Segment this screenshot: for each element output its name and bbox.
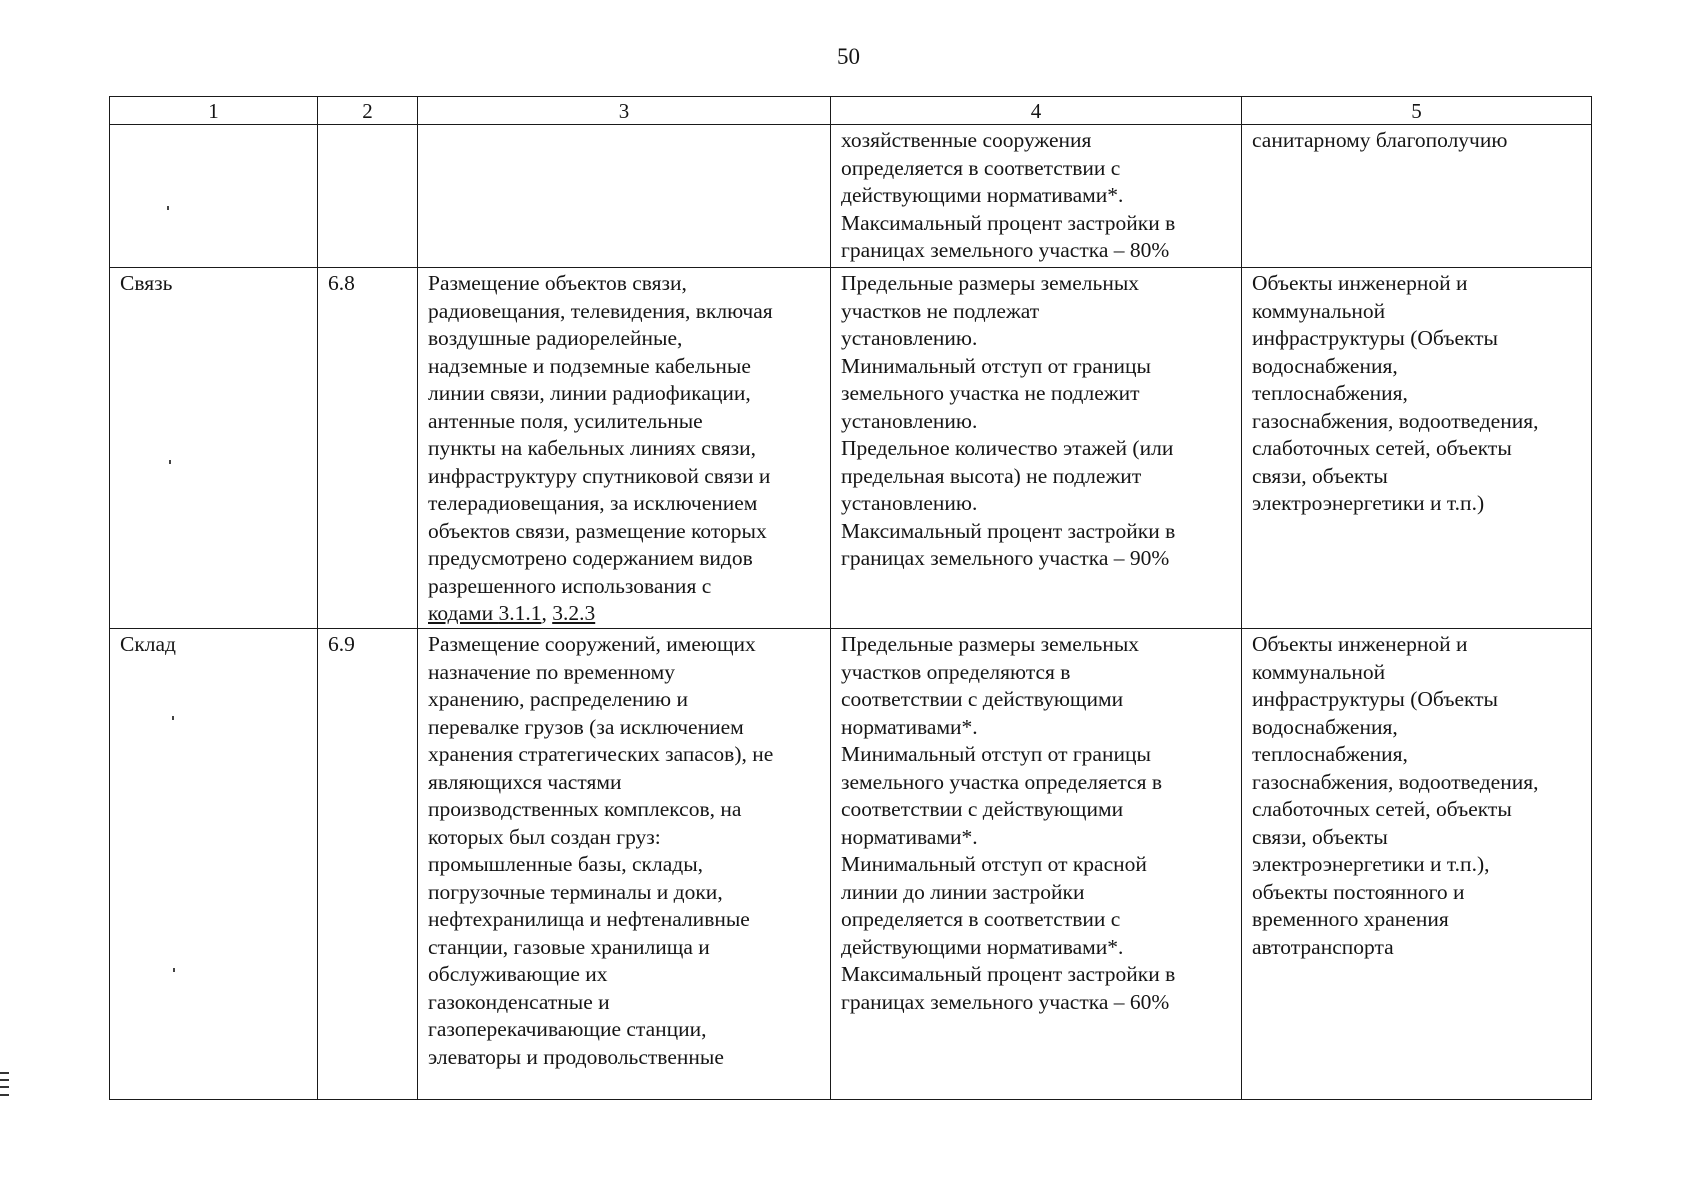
- text-line: газоперекачивающие станции,: [428, 1017, 707, 1041]
- text-line: обслуживающие их: [428, 962, 608, 986]
- header-col-4: 4: [831, 97, 1242, 125]
- use-related: [1242, 629, 1592, 1100]
- text-line: Предельные размеры земельных: [841, 271, 1140, 295]
- text-line: газоснабжения, водоотведения,: [1252, 408, 1539, 433]
- text-line: предельная высота) не подлежит: [841, 463, 1142, 488]
- scan-speck: [167, 206, 169, 210]
- text-line: санитарному благополучию: [1252, 128, 1508, 152]
- text-line: нефтехранилища и нефтеналивные: [428, 907, 750, 931]
- code-link-3-1-1[interactable]: 3.1.1: [498, 601, 542, 625]
- text-line: коммунальной: [1252, 659, 1386, 684]
- text-line: станции, газовые хранилища и: [428, 934, 710, 959]
- text-line: связи, объекты: [1252, 824, 1388, 849]
- text-line: Минимальный отступ от красной: [841, 852, 1147, 876]
- text-line: антенные поля, усилительные: [428, 408, 703, 433]
- text-line: объектов связи, размещение которых: [428, 518, 767, 543]
- use-description: [418, 268, 831, 629]
- scan-edge-marks: [0, 1072, 9, 1110]
- header-row: [110, 97, 1592, 125]
- text-line: надземные и подземные кабельные: [428, 353, 751, 378]
- text-line: временного хранения: [1252, 907, 1449, 931]
- text-line: земельного участка не подлежит: [841, 381, 1140, 405]
- use-code: 6.9: [318, 629, 418, 1100]
- use-related: [1242, 268, 1592, 629]
- text-line: линии до линии застройки: [841, 879, 1085, 904]
- text-line: Предельное количество этажей (или: [841, 436, 1174, 460]
- text-line: перевалке грузов (за исключением: [428, 714, 744, 739]
- text-line: водоснабжения,: [1252, 714, 1398, 739]
- text-line: нормативами*.: [841, 824, 978, 849]
- text-line: элеваторы и продовольственные: [428, 1044, 724, 1069]
- codes-prefix: кодами: [428, 601, 499, 625]
- text-line: водоснабжения,: [1252, 353, 1398, 378]
- text-line: Размещение сооружений, имеющих: [428, 632, 756, 656]
- text-line: пункты на кабельных линиях связи,: [428, 436, 756, 460]
- text-line: Максимальный процент застройки в: [841, 518, 1176, 543]
- text-line: Предельные размеры земельных: [841, 632, 1140, 656]
- header-col-3: 3: [418, 97, 831, 125]
- use-name: Склад: [110, 629, 318, 1100]
- use-name: Связь: [110, 268, 318, 629]
- zoning-table: [109, 96, 1592, 1100]
- text-line: границах земельного участка – 80%: [841, 238, 1170, 262]
- text-line: электроэнергетики и т.п.): [1252, 491, 1485, 515]
- edge-mark: [0, 1086, 9, 1088]
- codes-separator: ,: [541, 601, 553, 625]
- text-line: Минимальный отступ от границы: [841, 353, 1151, 378]
- header-col-5: 5: [1242, 97, 1592, 125]
- table-row-svyaz: [110, 268, 1592, 629]
- text-line: нормативами*.: [841, 714, 978, 739]
- text-line: разрешенного использования с: [428, 573, 712, 598]
- text-line: хозяйственные сооружения: [841, 128, 1092, 152]
- code-link-3-2-3[interactable]: 3.2.3: [552, 601, 596, 625]
- text-line: слаботочных сетей, объекты: [1252, 797, 1512, 821]
- text-line: действующими нормативами*.: [841, 934, 1124, 959]
- text-line: теплоснабжения,: [1252, 742, 1408, 766]
- text-line: действующими нормативами*.: [841, 183, 1124, 207]
- edge-mark: [0, 1094, 9, 1096]
- text-line: хранению, распределению и: [428, 687, 688, 711]
- text-line: электроэнергетики и т.п.),: [1252, 852, 1490, 876]
- text-line: границах земельного участка – 60%: [841, 989, 1170, 1014]
- text-line: хранения стратегических запасов), не: [428, 742, 774, 766]
- text-line: которых был создан груз:: [428, 824, 661, 849]
- text-line: теплоснабжения,: [1252, 381, 1408, 405]
- cont-related: [1242, 125, 1592, 268]
- text-line: инфраструктуру спутниковой связи и: [428, 463, 771, 488]
- table-row-sklad: [110, 629, 1592, 1100]
- edge-mark: [0, 1079, 9, 1081]
- text-line: линии связи, линии радиофикации,: [428, 381, 751, 405]
- scan-speck: [172, 716, 174, 720]
- text-line: Максимальный процент застройки в: [841, 210, 1176, 235]
- use-parameters: [831, 629, 1242, 1100]
- text-line: инфраструктуры (Объекты: [1252, 326, 1499, 350]
- text-line: коммунальной: [1252, 298, 1386, 323]
- text-line: предусмотрено содержанием видов: [428, 546, 753, 570]
- text-line: воздушные радиорелейные,: [428, 326, 683, 350]
- scan-speck: [173, 968, 175, 972]
- edge-mark: [0, 1072, 9, 1074]
- text-line: Объекты инженерной и: [1252, 271, 1468, 295]
- text-line: являющихся частями: [428, 769, 622, 794]
- text-line-codes: [428, 600, 820, 628]
- table-row-continuation: [110, 125, 1592, 268]
- text-line: промышленные базы, склады,: [428, 852, 704, 876]
- use-parameters: [831, 268, 1242, 629]
- text-line: радиовещания, телевидения, включая: [428, 298, 773, 323]
- text-line: Максимальный процент застройки в: [841, 962, 1176, 986]
- text-line: участков определяются в: [841, 659, 1071, 684]
- text-line: определяется в соответствии с: [841, 155, 1121, 180]
- cont-parameters: [831, 125, 1242, 268]
- text-line: установлению.: [841, 491, 978, 515]
- text-line: Минимальный отступ от границы: [841, 742, 1151, 766]
- text-line: соответствии с действующими: [841, 797, 1124, 821]
- use-description: [418, 629, 831, 1100]
- text-line: установлению.: [841, 326, 978, 350]
- text-line: соответствии с действующими: [841, 687, 1124, 711]
- text-line: земельного участка определяется в: [841, 769, 1162, 794]
- text-line: определяется в соответствии с: [841, 907, 1121, 931]
- text-line: погрузочные терминалы и доки,: [428, 879, 723, 904]
- text-line: автотранспорта: [1252, 934, 1394, 959]
- text-line: газоконденсатные и: [428, 989, 610, 1014]
- text-line: инфраструктуры (Объекты: [1252, 687, 1499, 711]
- cont-col-1: [110, 125, 318, 268]
- text-line: Объекты инженерной и: [1252, 632, 1468, 656]
- header-col-1: 1: [110, 97, 318, 125]
- scan-speck: [169, 460, 171, 464]
- text-line: объекты постоянного и: [1252, 879, 1465, 904]
- text-line: назначение по временному: [428, 659, 675, 684]
- use-code: 6.8: [318, 268, 418, 629]
- text-line: участков не подлежат: [841, 298, 1040, 323]
- header-col-2: 2: [318, 97, 418, 125]
- text-line: телерадиовещания, за исключением: [428, 491, 758, 515]
- cont-col-3: [418, 125, 831, 268]
- page-number: 50: [837, 44, 860, 69]
- text-line: слаботочных сетей, объекты: [1252, 436, 1512, 460]
- text-line: связи, объекты: [1252, 463, 1388, 488]
- text-line: границах земельного участка – 90%: [841, 546, 1170, 570]
- text-line: производственных комплексов, на: [428, 797, 742, 821]
- text-line: газоснабжения, водоотведения,: [1252, 769, 1539, 794]
- text-line: установлению.: [841, 408, 978, 433]
- text-line: Размещение объектов связи,: [428, 271, 687, 295]
- cont-col-2: [318, 125, 418, 268]
